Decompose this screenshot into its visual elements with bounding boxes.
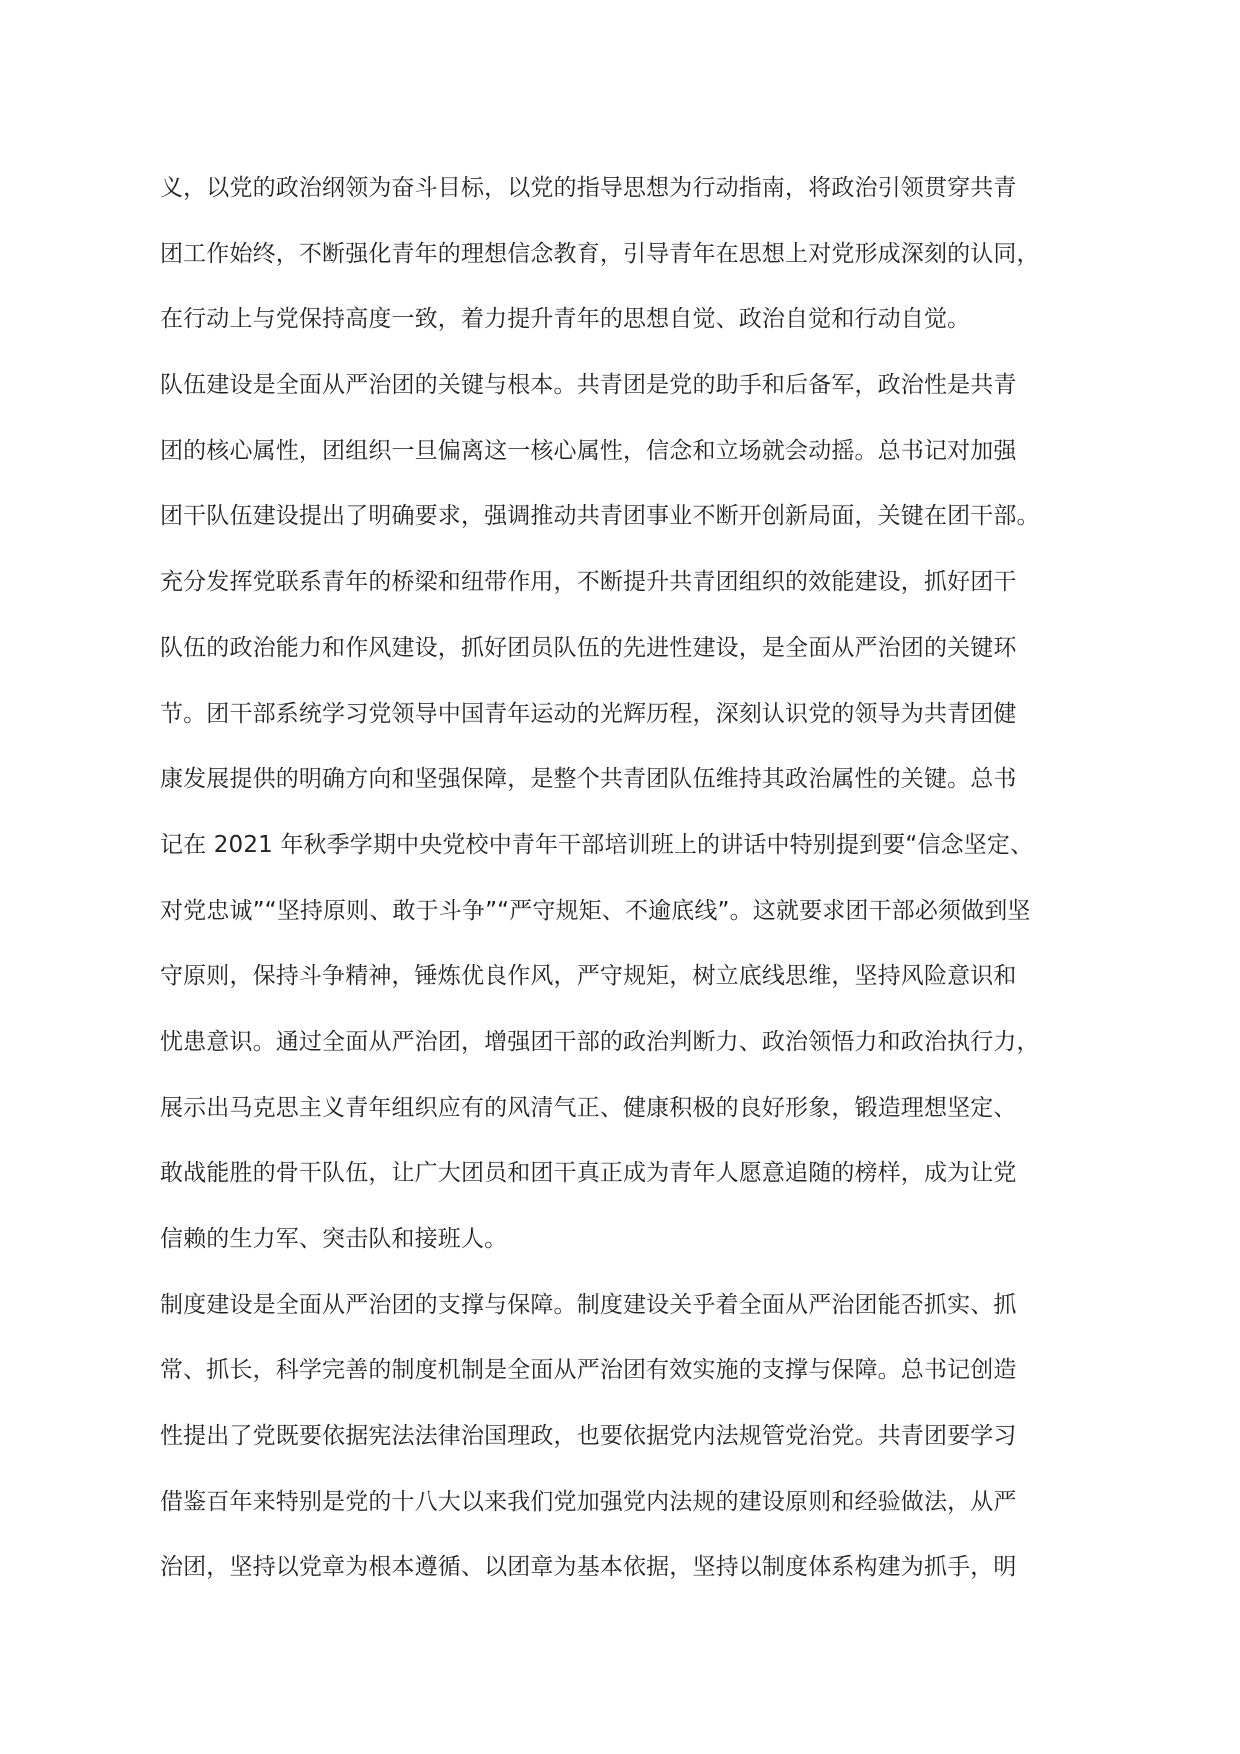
text-line: 对党忠诚”“坚持原则、敢于斗争”“严守规矩、不逾底线”。这就要求团干部必须做到坚 xyxy=(160,897,1031,924)
text-line: 忧患意识。通过全面从严治团，增强团干部的政治判断力、政治领悟力和政治执行力， xyxy=(160,1028,1040,1055)
text-line: 性提出了党既要依据宪法法律治国理政，也要依据党内法规管党治党。共青团要学习 xyxy=(160,1423,1017,1450)
text-line: 治团，坚持以党章为根本遵循、以团章为基本依据，坚持以制度体系构建为抓手，明 xyxy=(160,1554,1017,1581)
text-line: 团工作始终，不断强化青年的理想信念教育，引导青年在思想上对党形成深刻的认同， xyxy=(160,240,1040,267)
text-line: 在行动上与党保持高度一致，着力提升青年的思想自觉、政治自觉和行动自觉。 xyxy=(160,306,971,333)
text-line: 展示出马克思主义青年组织应有的风清气正、健康积极的良好形象，锻造理想坚定、 xyxy=(160,1094,1017,1121)
text-line: 借鉴百年来特别是党的十八大以来我们党加强党内法规的建设原则和经验做法，从严 xyxy=(160,1488,1017,1515)
text-line: 制度建设是全面从严治团的支撑与保障。制度建设关乎着全面从严治团能否抓实、抓 xyxy=(160,1291,1017,1318)
text-line: 记在 2021 年秋季学期中央党校中青年干部培训班上的讲话中特别提到要“信念坚定、 xyxy=(160,831,1034,858)
text-line: 队伍的政治能力和作风建设，抓好团员队伍的先进性建设，是全面从严治团的关键环 xyxy=(160,634,1017,661)
text-line: 常、抓长，科学完善的制度机制是全面从严治团有效实施的支撑与保障。总书记创造 xyxy=(160,1357,1017,1384)
text-line: 充分发挥党联系青年的桥梁和纽带作用，不断提升共青团组织的效能建设，抓好团干 xyxy=(160,569,1017,596)
text-line: 守原则，保持斗争精神，锤炼优良作风，严守规矩，树立底线思维，坚持风险意识和 xyxy=(160,963,1017,990)
text-line: 节。团干部系统学习党领导中国青年运动的光辉历程，深刻认识党的领导为共青团健 xyxy=(160,700,1017,727)
body-text xyxy=(160,172,1090,1617)
text-line: 团的核心属性，团组织一旦偏离这一核心属性，信念和立场就会动摇。总书记对加强 xyxy=(160,437,1017,464)
text-line: 敢战能胜的骨干队伍，让广大团员和团干真正成为青年人愿意追随的榜样，成为让党 xyxy=(160,1160,1017,1187)
text-line: 信赖的生力军、突击队和接班人。 xyxy=(160,1226,508,1252)
text-line: 团干队伍建设提出了明确要求，强调推动共青团事业不断开创新局面，关键在团干部。 xyxy=(160,503,1040,530)
text-line: 义，以党的政治纲领为奋斗目标，以党的指导思想为行动指南，将政治引领贯穿共青 xyxy=(160,175,1017,201)
text-line: 队伍建设是全面从严治团的关键与根本。共青团是党的助手和后备军，政治性是共青 xyxy=(160,372,1017,399)
text-line: 康发展提供的明确方向和坚强保障，是整个共青团队伍维持其政治属性的关键。总书 xyxy=(160,766,1017,793)
